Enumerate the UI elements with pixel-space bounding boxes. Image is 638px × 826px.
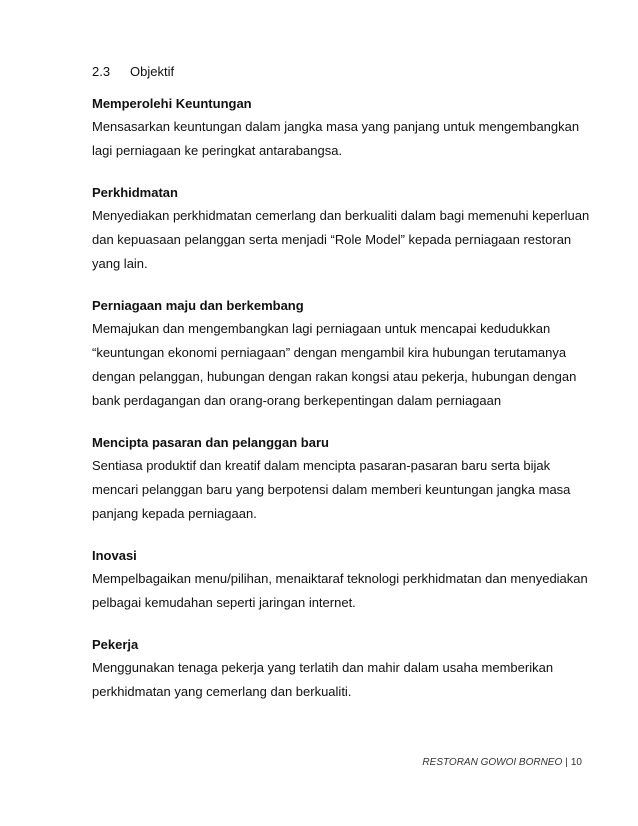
objective-title: Inovasi <box>92 548 137 563</box>
section-title: Objektif <box>130 64 175 79</box>
objective-block-keuntungan <box>92 94 582 163</box>
page-content <box>92 62 590 724</box>
objective-text-line: bank perdagangan dan orang-orang berkepentingan dalam perniagaan <box>92 393 502 408</box>
objective-block-inovasi <box>92 546 588 615</box>
objective-text-line: perkhidmatan yang cemerlang dan berkualiti. <box>92 684 352 699</box>
objective-text-line: mencari pelanggan baru yang berpotensi dalam memberi keuntungan jangka masa <box>92 482 571 497</box>
objective-block-perniagaan <box>92 296 582 413</box>
objective-text-line: lagi perniagaan ke peringkat antarabangsa. <box>92 143 343 158</box>
objective-title: Pekerja <box>92 637 139 652</box>
objective-block-pekerja <box>92 635 582 704</box>
page-number: 10 <box>570 757 582 768</box>
objective-title: Mencipta pasaran dan pelanggan baru <box>92 435 329 450</box>
objective-block-perkhidmatan <box>92 183 590 276</box>
objective-text-line: Mempelbagaikan menu/pilihan, menaiktaraf teknologi perkhidmatan dan menyediakan <box>92 571 588 586</box>
objective-text-line: panjang kepada perniagaan. <box>92 506 257 521</box>
footer-label: RESTORAN GOWOI BORNEO <box>422 757 563 768</box>
objective-title: Memperolehi Keuntungan <box>92 96 252 111</box>
section-number: 2.3 <box>92 64 111 79</box>
objective-text-line: pelbagai kemudahan seperti jaringan internet. <box>92 595 356 610</box>
page-footer <box>422 756 582 770</box>
objective-text-line: Memajukan dan mengembangkan lagi perniagaan untuk mencapai kedudukkan <box>92 321 551 336</box>
objective-title: Perniagaan maju dan berkembang <box>92 298 304 313</box>
footer-separator: | <box>565 757 568 768</box>
objective-title: Perkhidmatan <box>92 185 178 200</box>
section-heading <box>92 62 582 82</box>
objective-text-line: Sentiasa produktif dan kreatif dalam mencipta pasaran-pasaran baru serta bijak <box>92 458 551 473</box>
objective-text-line: Mensasarkan keuntungan dalam jangka masa yang panjang untuk mengembangkan <box>92 119 580 134</box>
objective-text-line: Menggunakan tenaga pekerja yang terlatih dan mahir dalam usaha memberikan <box>92 660 554 675</box>
objective-text-line: dengan pelanggan, hubungan dengan rakan kongsi atau pekerja, hubungan dengan <box>92 369 577 384</box>
objective-text-line: yang lain. <box>92 256 148 271</box>
objective-text-line: Menyediakan perkhidmatan cemerlang dan berkualiti dalam bagi memenuhi keperluan <box>92 208 590 223</box>
objective-text-line: dan kepuasaan pelanggan serta menjadi “Role Model” kepada perniagaan restoran <box>92 232 572 247</box>
objective-text-line: “keuntungan ekonomi perniagaan” dengan mengambil kira hubungan terutamanya <box>92 345 567 360</box>
objective-block-pasaran <box>92 433 582 526</box>
